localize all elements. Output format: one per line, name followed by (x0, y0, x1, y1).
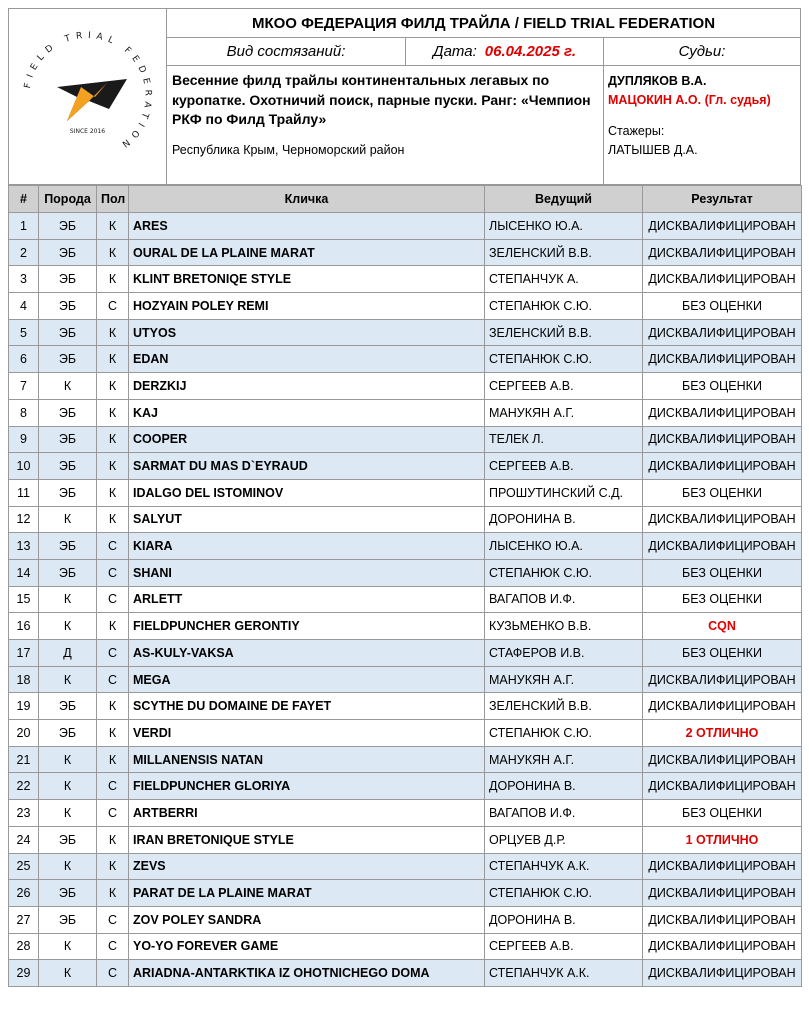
row-breed: ЭБ (39, 720, 97, 747)
row-dog-name: UTYOS (129, 319, 485, 346)
row-handler: ЗЕЛЕНСКИЙ В.В. (485, 239, 643, 266)
table-row (9, 479, 802, 506)
table-row (9, 586, 802, 613)
row-handler: СТАФЕРОВ И.В. (485, 640, 643, 667)
col-header-name: Кличка (129, 186, 485, 213)
row-breed: ЭБ (39, 533, 97, 560)
row-dog-name: HOZYAIN POLEY REMI (129, 293, 485, 320)
date-cell (406, 38, 604, 65)
row-result: БЕЗ ОЦЕНКИ (643, 373, 802, 400)
row-breed: К (39, 586, 97, 613)
row-handler: СТЕПАНЮК С.Ю. (485, 293, 643, 320)
row-handler: СТЕПАНЮК С.Ю. (485, 720, 643, 747)
table-row (9, 720, 802, 747)
row-dog-name: ARLETT (129, 586, 485, 613)
row-handler: СТЕПАНЧУК А. (485, 266, 643, 293)
row-number: 27 (9, 906, 39, 933)
row-breed: ЭБ (39, 239, 97, 266)
row-breed: Д (39, 640, 97, 667)
row-dog-name: ARES (129, 213, 485, 240)
row-result: ДИСКВАЛИФИЦИРОВАН (643, 853, 802, 880)
row-handler: СТЕПАНЮК С.Ю. (485, 880, 643, 907)
row-breed: ЭБ (39, 453, 97, 480)
logo-arrow-dark (57, 79, 127, 121)
table-row (9, 453, 802, 480)
table-row (9, 826, 802, 853)
table-row (9, 640, 802, 667)
row-breed: ЭБ (39, 266, 97, 293)
row-number: 2 (9, 239, 39, 266)
col-header-number: # (9, 186, 39, 213)
col-header-sex: Пол (97, 186, 129, 213)
row-number: 3 (9, 266, 39, 293)
row-result: ДИСКВАЛИФИЦИРОВАН (643, 239, 802, 266)
row-result: 1 ОТЛИЧНО (643, 826, 802, 853)
row-handler: ЛЫСЕНКО Ю.А. (485, 533, 643, 560)
row-handler: СТЕПАНЮК С.Ю. (485, 346, 643, 373)
row-handler: СТЕПАНЮК С.Ю. (485, 559, 643, 586)
row-dog-name: VERDI (129, 720, 485, 747)
row-number: 10 (9, 453, 39, 480)
row-handler: СЕРГЕЕВ А.В. (485, 373, 643, 400)
row-result: ДИСКВАЛИФИЦИРОВАН (643, 880, 802, 907)
row-dog-name: EDAN (129, 346, 485, 373)
row-handler: ЗЕЛЕНСКИЙ В.В. (485, 693, 643, 720)
row-dog-name: FIELDPUNCHER GLORIYA (129, 773, 485, 800)
row-dog-name: SHANI (129, 559, 485, 586)
row-number: 16 (9, 613, 39, 640)
row-handler: СЕРГЕЕВ А.В. (485, 933, 643, 960)
row-result: ДИСКВАЛИФИЦИРОВАН (643, 213, 802, 240)
row-sex: С (97, 640, 129, 667)
row-breed: ЭБ (39, 213, 97, 240)
row-result: ДИСКВАЛИФИЦИРОВАН (643, 319, 802, 346)
row-handler: МАНУКЯН А.Г. (485, 399, 643, 426)
row-breed: К (39, 506, 97, 533)
row-sex: К (97, 399, 129, 426)
row-result: БЕЗ ОЦЕНКИ (643, 479, 802, 506)
chief-judge-name: МАЦОКИН А.О. (Гл. судья) (608, 93, 771, 107)
row-handler: СТЕПАНЧУК А.К. (485, 853, 643, 880)
row-number: 1 (9, 213, 39, 240)
row-handler: ДОРОНИНА В. (485, 906, 643, 933)
row-dog-name: COOPER (129, 426, 485, 453)
row-dog-name: MILLANENSIS NATAN (129, 746, 485, 773)
row-sex: К (97, 693, 129, 720)
row-number: 8 (9, 399, 39, 426)
date-label: Дата: (433, 43, 477, 60)
row-number: 15 (9, 586, 39, 613)
row-result: БЕЗ ОЦЕНКИ (643, 640, 802, 667)
table-row (9, 213, 802, 240)
table-row (9, 613, 802, 640)
row-breed: ЭБ (39, 880, 97, 907)
subheader-row (167, 38, 800, 66)
row-dog-name: OURAL DE LA PLAINE MARAT (129, 239, 485, 266)
row-breed: К (39, 960, 97, 987)
row-sex: К (97, 880, 129, 907)
row-result: ДИСКВАЛИФИЦИРОВАН (643, 933, 802, 960)
table-row (9, 693, 802, 720)
row-number: 23 (9, 800, 39, 827)
federation-logo-cell (9, 9, 167, 184)
row-number: 29 (9, 960, 39, 987)
table-body (9, 213, 802, 987)
row-sex: К (97, 319, 129, 346)
judges-label: Судьи: (678, 43, 726, 60)
row-handler: ОРЦУЕВ Д.Р. (485, 826, 643, 853)
row-sex: С (97, 666, 129, 693)
row-handler: ДОРОНИНА В. (485, 773, 643, 800)
table-row (9, 800, 802, 827)
event-description: Весенние филд трайлы континентальных легавых по куропатке. Охотничий поиск, парные пуски. Ранг: «Чемпион РКФ по Филд Трайлу» (172, 72, 591, 127)
row-result: ДИСКВАЛИФИЦИРОВАН (643, 533, 802, 560)
row-breed: ЭБ (39, 426, 97, 453)
table-row (9, 266, 802, 293)
table-row (9, 373, 802, 400)
row-sex: К (97, 746, 129, 773)
row-result: ДИСКВАЛИФИЦИРОВАН (643, 399, 802, 426)
federation-logo (9, 9, 166, 184)
row-number: 6 (9, 346, 39, 373)
row-number: 19 (9, 693, 39, 720)
row-result: ДИСКВАЛИФИЦИРОВАН (643, 773, 802, 800)
row-sex: К (97, 613, 129, 640)
row-handler: ТЕЛЕК Л. (485, 426, 643, 453)
row-sex: К (97, 213, 129, 240)
row-number: 22 (9, 773, 39, 800)
row-number: 17 (9, 640, 39, 667)
row-result: CQN (643, 613, 802, 640)
row-result: 2 ОТЛИЧНО (643, 720, 802, 747)
row-breed: К (39, 853, 97, 880)
table-row (9, 533, 802, 560)
results-table (8, 185, 802, 987)
row-number: 21 (9, 746, 39, 773)
row-dog-name: SARMAT DU MAS D`EYRAUD (129, 453, 485, 480)
row-handler: ПРОШУТИНСКИЙ С.Д. (485, 479, 643, 506)
table-row (9, 746, 802, 773)
row-dog-name: YO-YO FOREVER GAME (129, 933, 485, 960)
logo-ring-textpath: FIELD TRIAL FEDERATION (22, 30, 153, 152)
row-sex: К (97, 826, 129, 853)
row-result: БЕЗ ОЦЕНКИ (643, 559, 802, 586)
row-breed: ЭБ (39, 479, 97, 506)
row-result: ДИСКВАЛИФИЦИРОВАН (643, 960, 802, 987)
trainees-label: Стажеры: (608, 124, 665, 138)
row-breed: К (39, 613, 97, 640)
row-sex: С (97, 960, 129, 987)
row-number: 20 (9, 720, 39, 747)
row-sex: К (97, 720, 129, 747)
table-row (9, 506, 802, 533)
row-result: ДИСКВАЛИФИЦИРОВАН (643, 693, 802, 720)
row-dog-name: IDALGO DEL ISTOMINOV (129, 479, 485, 506)
table-row (9, 853, 802, 880)
row-breed: ЭБ (39, 293, 97, 320)
row-result: ДИСКВАЛИФИЦИРОВАН (643, 453, 802, 480)
row-handler: СЕРГЕЕВ А.В. (485, 453, 643, 480)
row-handler: ЗЕЛЕНСКИЙ В.В. (485, 319, 643, 346)
row-sex: К (97, 266, 129, 293)
row-number: 13 (9, 533, 39, 560)
row-dog-name: ZOV POLEY SANDRA (129, 906, 485, 933)
row-number: 11 (9, 479, 39, 506)
row-dog-name: KLINT BRETONIQE STYLE (129, 266, 485, 293)
table-header-row (9, 186, 802, 213)
row-dog-name: ARTBERRI (129, 800, 485, 827)
row-result: ДИСКВАЛИФИЦИРОВАН (643, 906, 802, 933)
row-number: 7 (9, 373, 39, 400)
table-row (9, 773, 802, 800)
row-sex: К (97, 373, 129, 400)
row-handler: ЛЫСЕНКО Ю.А. (485, 213, 643, 240)
row-sex: К (97, 506, 129, 533)
row-dog-name: DERZKIJ (129, 373, 485, 400)
row-number: 9 (9, 426, 39, 453)
row-handler: СТЕПАНЧУК А.К. (485, 960, 643, 987)
table-row (9, 319, 802, 346)
row-number: 4 (9, 293, 39, 320)
row-handler: МАНУКЯН А.Г. (485, 666, 643, 693)
row-result: БЕЗ ОЦЕНКИ (643, 586, 802, 613)
row-breed: ЭБ (39, 319, 97, 346)
row-breed: К (39, 800, 97, 827)
row-number: 12 (9, 506, 39, 533)
row-handler: ВАГАПОВ И.Ф. (485, 800, 643, 827)
page-title: МКОО ФЕДЕРАЦИЯ ФИЛД ТРАЙЛА / FIELD TRIAL FEDERATION (167, 9, 800, 38)
table-row (9, 559, 802, 586)
col-header-result: Результат (643, 186, 802, 213)
row-breed: К (39, 666, 97, 693)
row-sex: С (97, 293, 129, 320)
judges-cell (604, 66, 800, 184)
row-dog-name: AS-KULY-VAKSA (129, 640, 485, 667)
row-number: 24 (9, 826, 39, 853)
table-row (9, 346, 802, 373)
row-sex: С (97, 533, 129, 560)
row-handler: ДОРОНИНА В. (485, 506, 643, 533)
row-dog-name: FIELDPUNCHER GERONTIY (129, 613, 485, 640)
table-row (9, 960, 802, 987)
competition-type-label: Вид состязаний: (167, 38, 406, 65)
row-sex: С (97, 933, 129, 960)
row-sex: К (97, 239, 129, 266)
row-sex: С (97, 800, 129, 827)
row-handler: ВАГАПОВ И.Ф. (485, 586, 643, 613)
row-sex: С (97, 559, 129, 586)
table-row (9, 906, 802, 933)
row-dog-name: KIARA (129, 533, 485, 560)
trainee-name: ЛАТЫШЕВ Д.А. (608, 143, 698, 157)
judge-name: ДУПЛЯКОВ В.А. (608, 74, 707, 88)
logo-since-text: SINCE 2016 (69, 128, 106, 135)
row-number: 26 (9, 880, 39, 907)
row-sex: С (97, 906, 129, 933)
row-dog-name: ARIADNA-ANTARKTIKA IZ OHOTNICHEGO DOMA (129, 960, 485, 987)
row-number: 14 (9, 559, 39, 586)
col-header-handler: Ведущий (485, 186, 643, 213)
row-breed: ЭБ (39, 346, 97, 373)
row-breed: К (39, 746, 97, 773)
table-row (9, 239, 802, 266)
row-result: ДИСКВАЛИФИЦИРОВАН (643, 506, 802, 533)
row-number: 5 (9, 319, 39, 346)
table-row (9, 399, 802, 426)
row-breed: К (39, 373, 97, 400)
row-breed: ЭБ (39, 826, 97, 853)
row-breed: К (39, 933, 97, 960)
row-dog-name: MEGA (129, 666, 485, 693)
row-handler: МАНУКЯН А.Г. (485, 746, 643, 773)
row-result: БЕЗ ОЦЕНКИ (643, 800, 802, 827)
row-handler: КУЗЬМЕНКО В.В. (485, 613, 643, 640)
row-breed: ЭБ (39, 559, 97, 586)
row-sex: К (97, 346, 129, 373)
row-sex: С (97, 773, 129, 800)
row-sex: К (97, 453, 129, 480)
table-row (9, 666, 802, 693)
row-result: ДИСКВАЛИФИЦИРОВАН (643, 666, 802, 693)
row-sex: К (97, 479, 129, 506)
results-document (8, 8, 802, 987)
row-breed: ЭБ (39, 399, 97, 426)
table-row (9, 933, 802, 960)
row-number: 25 (9, 853, 39, 880)
row-dog-name: PARAT DE LA PLAINE MARAT (129, 880, 485, 907)
row-result: ДИСКВАЛИФИЦИРОВАН (643, 266, 802, 293)
row-sex: К (97, 426, 129, 453)
row-dog-name: SCYTHE DU DOMAINE DE FAYET (129, 693, 485, 720)
row-number: 28 (9, 933, 39, 960)
table-row (9, 293, 802, 320)
row-result: БЕЗ ОЦЕНКИ (643, 293, 802, 320)
table-row (9, 426, 802, 453)
table-row (9, 880, 802, 907)
row-dog-name: ZEVS (129, 853, 485, 880)
row-sex: С (97, 586, 129, 613)
row-sex: К (97, 853, 129, 880)
row-result: ДИСКВАЛИФИЦИРОВАН (643, 746, 802, 773)
row-dog-name: KAJ (129, 399, 485, 426)
row-dog-name: IRAN BRETONIQUE STYLE (129, 826, 485, 853)
date-value: 06.04.2025 г. (484, 43, 576, 60)
row-result: ДИСКВАЛИФИЦИРОВАН (643, 346, 802, 373)
row-breed: К (39, 773, 97, 800)
row-breed: ЭБ (39, 693, 97, 720)
header-block (8, 8, 801, 185)
row-breed: ЭБ (39, 906, 97, 933)
col-header-breed: Порода (39, 186, 97, 213)
row-number: 18 (9, 666, 39, 693)
row-dog-name: SALYUT (129, 506, 485, 533)
row-result: ДИСКВАЛИФИЦИРОВАН (643, 426, 802, 453)
event-info-cell (167, 66, 604, 184)
event-location: Республика Крым, Черноморский район (172, 142, 405, 157)
